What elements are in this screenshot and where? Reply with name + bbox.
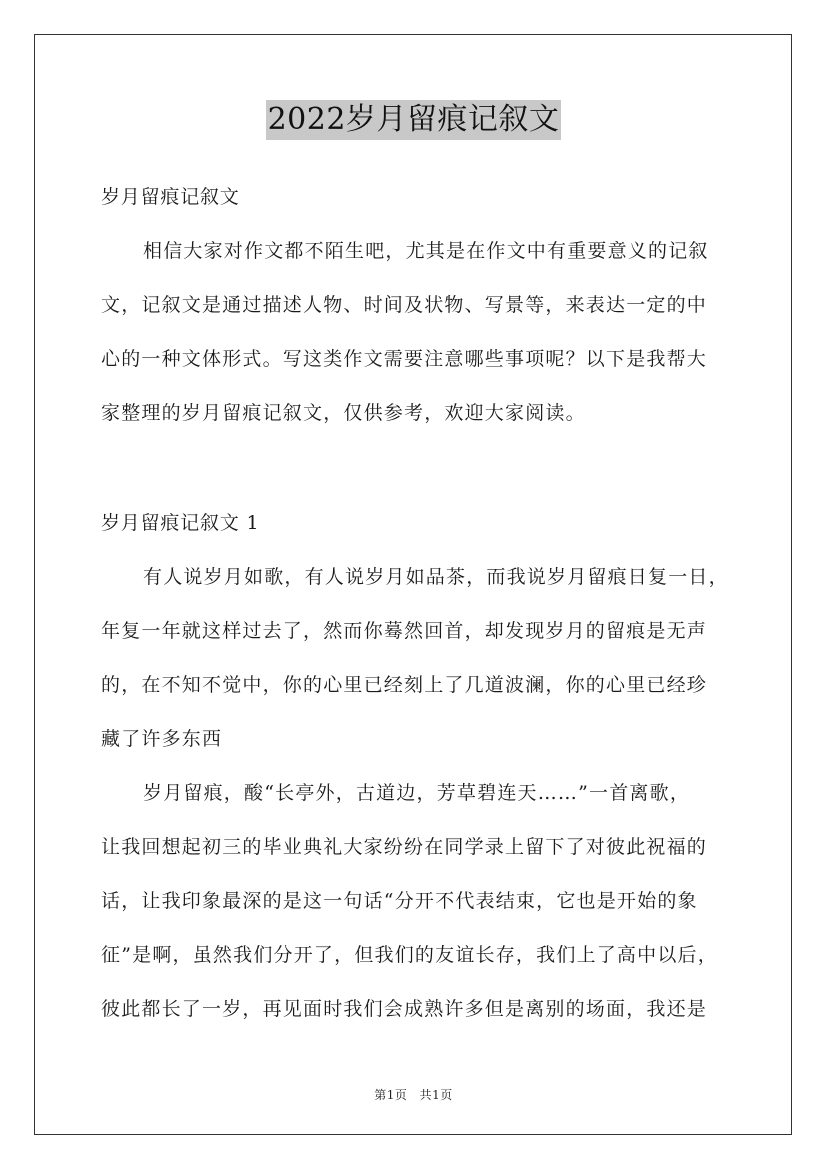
paragraph1-line: 的，在不知不觉中，你的心里已经刻上了几道波澜，你的心里已经珍	[101, 674, 708, 696]
intro-line: 家整理的岁月留痕记叙文，仅供参考，欢迎大家阅读。	[101, 402, 586, 424]
page-total: 共1页	[419, 1088, 453, 1102]
page-footer	[0, 1086, 827, 1103]
page-number: 第1页	[374, 1088, 408, 1102]
paragraph-gap	[101, 440, 731, 496]
paragraph2-line: 话，让我印象最深的是这一句话“分开不代表结束，它也是开始的象	[101, 890, 698, 912]
paragraph2-line: 让我回想起初三的毕业典礼大家纷纷在同学录上留下了对彼此祝福的	[101, 836, 708, 858]
section-heading: 岁月留痕记叙文 1	[101, 512, 260, 534]
document-body	[101, 170, 731, 1036]
intro-line: 心的一种文体形式。写这类作文需要注意哪些事项呢？以下是我帮大	[101, 348, 708, 370]
paragraph2-line: 征”是啊，虽然我们分开了，但我们的友谊长存，我们上了高中以后，	[101, 944, 718, 966]
intro-line: 文，记叙文是通过描述人物、时间及状物、写景等，来表达一定的中	[101, 294, 708, 316]
document-title: 2022岁月留痕记叙文	[266, 100, 562, 140]
intro-line: 相信大家对作文都不陌生吧，尤其是在作文中有重要意义的记叙	[143, 240, 709, 262]
paragraph1-line: 年复一年就这样过去了，然而你蓦然回首，却发现岁月的留痕是无声	[101, 620, 708, 642]
paragraph2-line: 岁月留痕，酸“长亭外，古道边，芳草碧连天……”一首离歌，	[143, 782, 691, 804]
paragraph1-line: 藏了许多东西	[101, 728, 223, 750]
paragraph2-line: 彼此都长了一岁，再见面时我们会成熟许多但是离别的场面，我还是	[101, 998, 708, 1020]
document-subtitle: 岁月留痕记叙文	[101, 186, 240, 208]
paragraph1-line: 有人说岁月如歌，有人说岁月如品茶，而我说岁月留痕日复一日，	[143, 566, 729, 588]
title-container	[0, 100, 827, 140]
